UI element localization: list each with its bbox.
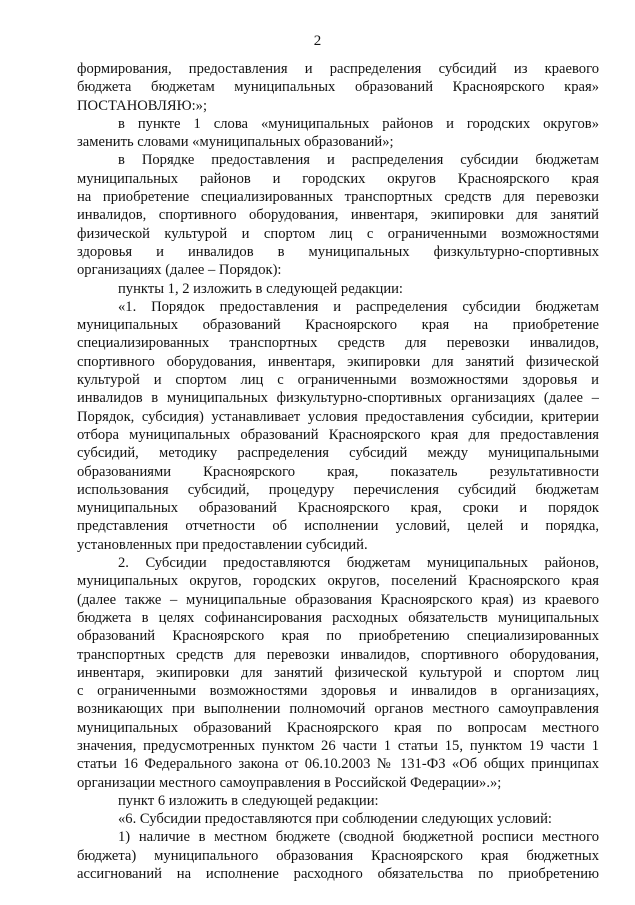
text-line: в пункте 1 слова «муниципальных районов и городских округов» xyxy=(118,115,599,132)
text-line: муниципальных образований Красноярского края на приобретение xyxy=(77,317,599,334)
text-line: муниципальных округов, городских округов, поселений Красноярского края xyxy=(77,573,599,590)
text-line: Порядок, субсидия) устанавливает условия предоставления субсидии, критерии xyxy=(77,408,599,425)
text-line: ПОСТАНОВЛЯЮ:»; xyxy=(77,97,208,114)
text-line: установленных при предоставлении субсидий. xyxy=(77,536,368,553)
text-line: представления отчетности об исполнении условий, целей и порядка, xyxy=(77,518,599,535)
text-line: (далее также – муниципальные образования Красноярского края) из краевого xyxy=(77,591,599,608)
text-line: бюджета бюджетам муниципальных образований Красноярского края» xyxy=(77,79,599,96)
text-line: значения, предусмотренных пунктом 26 части 1 статьи 15, пунктом 19 части 1 xyxy=(77,737,599,754)
text-line: транспортных средств для перевозки инвалидов, спортивного оборудования, xyxy=(77,646,599,663)
text-line: бюджета) муниципального образования Красноярского края бюджетных xyxy=(77,847,599,864)
text-line: субсидий, методику распределения субсидий между муниципальными xyxy=(77,445,599,462)
text-line: «1. Порядок предоставления и распределения субсидии бюджетам xyxy=(118,298,599,315)
text-line: физической культурой и спортом лиц с ограниченными возможностями xyxy=(77,225,599,242)
text-line: организациях (далее – Порядок): xyxy=(77,262,282,279)
text-line: пункты 1, 2 изложить в следующей редакции: xyxy=(118,280,403,297)
text-line: муниципальных образований Красноярского края по вопросам местного xyxy=(77,719,599,736)
text-line: 1) наличие в местном бюджете (сводной бюджетной росписи местного xyxy=(118,829,599,846)
text-line: инвентаря, экипировки для занятий физической культурой и спортом лиц xyxy=(77,664,599,681)
text-line: в Порядке предоставления и распределения субсидии бюджетам xyxy=(118,152,599,169)
text-line: использования субсидий, процедуру перечисления субсидий бюджетам xyxy=(77,481,599,498)
text-line: организации местного самоуправления в Российской Федерации».»; xyxy=(77,774,502,791)
text-line: заменить словами «муниципальных образований»; xyxy=(77,134,394,151)
text-line: образованиями Красноярского края, показатель результативности xyxy=(77,463,599,480)
text-line: образований Красноярского края по приобретению специализированных xyxy=(77,628,599,645)
text-line: на приобретение специализированных транспортных средств для перевозки xyxy=(77,189,599,206)
text-line: статьи 16 Федерального закона от 06.10.2003 № 131-ФЗ «Об общих принципах xyxy=(77,756,599,773)
text-line: отбора муниципальных образований Красноярского края для предоставления xyxy=(77,426,599,443)
text-line: муниципальных районов и городских округов Красноярского края xyxy=(77,170,599,187)
text-line: инвалидов, спортивного оборудования, инвентаря, экипировки для занятий xyxy=(77,207,599,224)
text-line: «6. Субсидии предоставляются при соблюдении следующих условий: xyxy=(118,811,552,828)
text-line: спортивного оборудования, инвентаря, экипировки для занятий физической xyxy=(77,353,599,370)
page-number: 2 xyxy=(313,33,322,49)
text-line: здоровья и инвалидов в муниципальных физкультурно-спортивных xyxy=(77,243,599,260)
text-line: ассигнований на исполнение расходного обязательства по приобретению xyxy=(77,866,599,883)
text-line: формирования, предоставления и распределения субсидий из краевого xyxy=(77,61,599,77)
document-body xyxy=(77,60,599,883)
text-line: 2. Субсидии предоставляются бюджетам муниципальных районов, xyxy=(118,555,599,572)
text-line: бюджета в целях софинансирования расходных обязательств муниципальных xyxy=(77,609,599,626)
text-line: культурой и спортом лиц с ограниченными возможностями здоровья и xyxy=(77,372,599,389)
text-line: муниципальных образований Красноярского края, сроки и порядок xyxy=(77,500,599,517)
text-line: специализированных транспортных средств для перевозки инвалидов, xyxy=(77,335,599,352)
text-line: пункт 6 изложить в следующей редакции: xyxy=(118,792,379,809)
text-line: с ограниченными возможностями здоровья и инвалидов в организациях, xyxy=(77,683,599,700)
text-line: инвалидов в муниципальных физкультурно-спортивных организациях (далее – xyxy=(77,390,599,407)
text-line: возникающих при выполнении полномочий органов местного самоуправления xyxy=(77,701,599,718)
